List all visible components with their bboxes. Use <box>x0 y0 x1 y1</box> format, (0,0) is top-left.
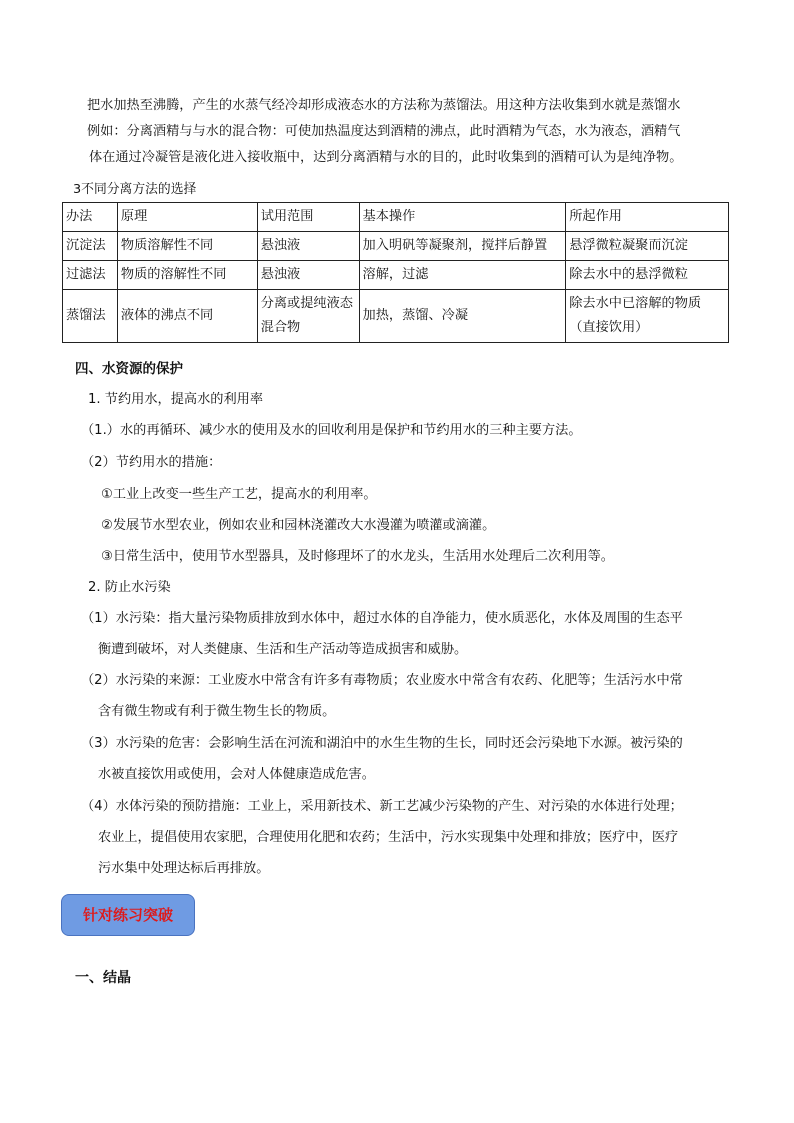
table-cell: 悬浊液 <box>257 261 359 290</box>
paragraph-save-water-measures: （2）节约用水的措施： <box>81 455 222 470</box>
table-cell: 沉淀法 <box>63 232 118 261</box>
table-caption: 3不同分离方法的选择 <box>73 182 197 197</box>
section-title-water-protection: 四、水资源的保护 <box>75 361 183 377</box>
pollution-prevention-line-1: （4）水体污染的预防措施：工业上，采用新技术、新工艺减少污染物的产生、对污染的水体进行处理； <box>81 799 683 814</box>
pollution-sources-line-1: （2）水污染的来源：工业废水中常含有许多有毒物质；农业废水中常含有农药、化肥等；生活污水中常 <box>81 673 683 688</box>
table-cell: 过滤法 <box>63 261 118 290</box>
practice-section-banner: 针对练习突破 <box>61 894 195 936</box>
table-cell: 加热，蒸馏、冷凝 <box>359 290 566 343</box>
table-header-cell: 基本操作 <box>359 203 566 232</box>
table-header-cell: 试用范围 <box>257 203 359 232</box>
pollution-sources-line-2: 含有微生物或有利于微生物生长的物质。 <box>98 704 336 719</box>
section-title-crystallization: 一、结晶 <box>75 970 131 986</box>
intro-line-3: 体在通过冷凝管是液化进入接收瓶中，达到分离酒精与水的目的，此时收集到的酒精可认为是纯净物。 <box>89 150 683 165</box>
table-cell: 蒸馏法 <box>63 290 118 343</box>
pollution-prevention-line-3: 污水集中处理达标后再排放。 <box>98 861 270 876</box>
table-cell: 物质溶解性不同 <box>117 232 257 261</box>
table-row <box>63 261 729 290</box>
pollution-harm-line-1: （3）水污染的危害：会影响生活在河流和湖泊中的水生生物的生长，同时还会污染地下水源。被污染的 <box>81 736 683 751</box>
separation-methods-table <box>62 202 729 343</box>
table-header-cell: 办法 <box>63 203 118 232</box>
table-cell: 液体的沸点不同 <box>117 290 257 343</box>
table-cell: 悬浮微粒凝聚而沉淀 <box>566 232 729 261</box>
measure-item-2: ②发展节水型农业，例如农业和园林浇灌改大水漫灌为喷灌或滴灌。 <box>101 518 496 533</box>
paragraph-save-water-methods: （1.）水的再循环、减少水的使用及水的回收利用是保护和节约用水的三种主要方法。 <box>81 423 582 438</box>
table-cell: 悬浊液 <box>257 232 359 261</box>
table-cell: 分离或提纯液态混合物 <box>257 290 359 343</box>
table-row <box>63 290 729 343</box>
table-header-row <box>63 203 729 232</box>
pollution-definition-line-2: 衡遭到破坏，对人类健康、生活和生产活动等造成损害和威胁。 <box>98 642 468 657</box>
intro-line-2: 例如：分离酒精与与水的混合物：可使加热温度达到酒精的沸点，此时酒精为气态，水为液态，酒精气 <box>87 124 681 139</box>
measure-item-3: ③日常生活中，使用节水型器具，及时修理坏了的水龙头，生活用水处理后二次利用等。 <box>101 549 614 564</box>
table-cell: 溶解，过滤 <box>359 261 566 290</box>
table-cell: 除去水中的悬浮微粒 <box>566 261 729 290</box>
subheading-prevent-pollution: 2. 防止水污染 <box>88 580 171 595</box>
table-cell: 除去水中已溶解的物质（直接饮用） <box>566 290 729 343</box>
subheading-save-water: 1. 节约用水，提高水的利用率 <box>88 392 264 407</box>
table-header-cell: 所起作用 <box>566 203 729 232</box>
table-row <box>63 232 729 261</box>
pollution-prevention-line-2: 农业上，提倡使用农家肥，合理使用化肥和农药；生活中，污水实现集中处理和排放；医疗中，医疗 <box>98 830 679 845</box>
intro-line-1: 把水加热至沸腾，产生的水蒸气经冷却形成液态水的方法称为蒸馏法。用这种方法收集到水就是蒸馏水 <box>87 98 681 113</box>
table-cell: 加入明矾等凝聚剂，搅拌后静置 <box>359 232 566 261</box>
pollution-harm-line-2: 水被直接饮用或使用，会对人体健康造成危害。 <box>98 767 375 782</box>
measure-item-1: ①工业上改变一些生产工艺，提高水的利用率。 <box>101 487 377 502</box>
table-cell: 物质的溶解性不同 <box>117 261 257 290</box>
table-header-cell: 原理 <box>117 203 257 232</box>
pollution-definition-line-1: （1）水污染：指大量污染物质排放到水体中，超过水体的自净能力，使水质恶化，水体及周围的生态平 <box>81 611 683 626</box>
